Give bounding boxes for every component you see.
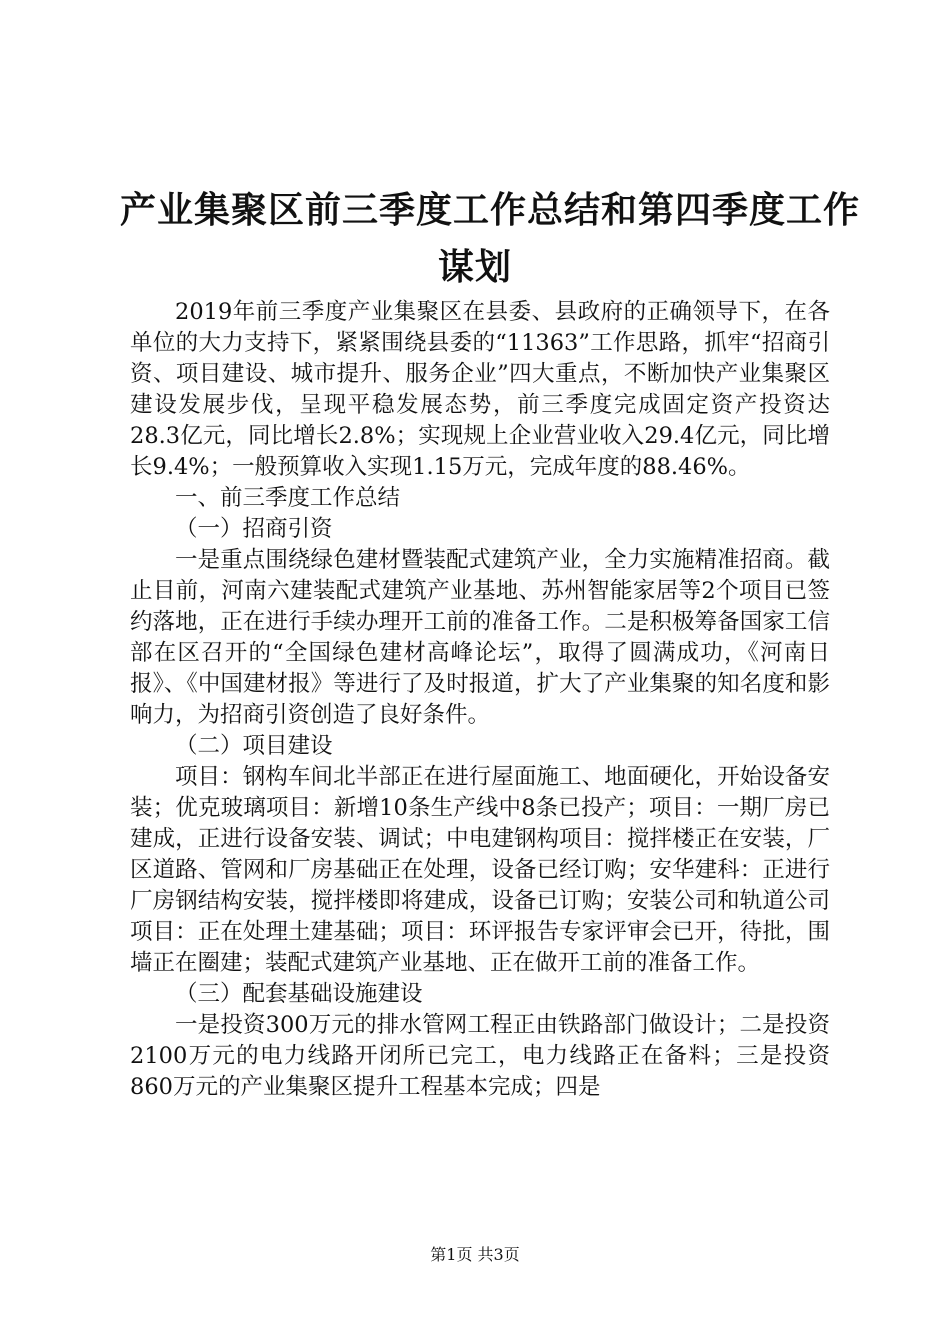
projects-paragraph: 项目：钢构车间北半部正在进行屋面施工、地面硬化，开始设备安装；优克玻璃项目：新增10条生产线中8条已投产；项目：一期厂房已建成，正进行设备安装、调试；中电建钢构项目：搅拌楼正在安装，厂区道路、管网和厂房基础正在处理，设备已经订购；安华建科：正进行厂房钢结构安装，搅拌楼即将建成，设备已订购；安装公司和轨道公司项目：正在处理土建基础；项目：环评报告专家评审会已开，待批，围墙正在圈建；装配式建筑产业基地、正在做开工前的准备工作。: [130, 764, 830, 976]
intro-paragraph: 2019年前三季度产业集聚区在县委、县政府的正确领导下，在各单位的大力支持下，紧紧围绕县委的“11363”工作思路，抓牢“招商引资、项目建设、城市提升、服务企业”四大重点，不断加快产业集聚区建设发展步伐，呈现平稳发展态势，前三季度完成固定资产投资达28.3亿元，同比增长2.8%；实现规上企业营业收入29.4亿元，同比增长9.4%；一般预算收入实现1.15万元，完成年度的88.46%。: [130, 299, 830, 480]
section-heading-summary: 一、前三季度工作总结: [175, 485, 401, 511]
document-body: [130, 297, 830, 1103]
subsection-heading-investment: （一）招商引资: [175, 516, 333, 542]
infrastructure-paragraph: 一是投资300万元的排水管网工程正由铁路部门做设计；二是投资2100万元的电力线路开闭所已完工，电力线路正在备料；三是投资860万元的产业集聚区提升工程基本完成；四是: [130, 1012, 830, 1100]
document-title-line-2: 谋划: [437, 246, 512, 288]
subsection-heading-infrastructure: （三）配套基础设施建设: [175, 981, 423, 1007]
document-title-line-1: 产业集聚区前三季度工作总结和第四季度工作: [120, 189, 861, 231]
page-number-footer: 第1页 共3页: [430, 1245, 520, 1264]
subsection-heading-projects: （二）项目建设: [175, 733, 333, 759]
investment-paragraph: 一是重点围绕绿色建材暨装配式建筑产业，全力实施精准招商。截止目前，河南六建装配式建筑产业基地、苏州智能家居等2个项目已签约落地，正在进行手续办理开工前的准备工作。二是积极筹备国家工信部在区召开的“全国绿色建材高峰论坛”，取得了圆满成功，《河南日报》、《中国建材报》等进行了及时报道，扩大了产业集聚的知名度和影响力，为招商引资创造了良好条件。: [130, 547, 830, 728]
